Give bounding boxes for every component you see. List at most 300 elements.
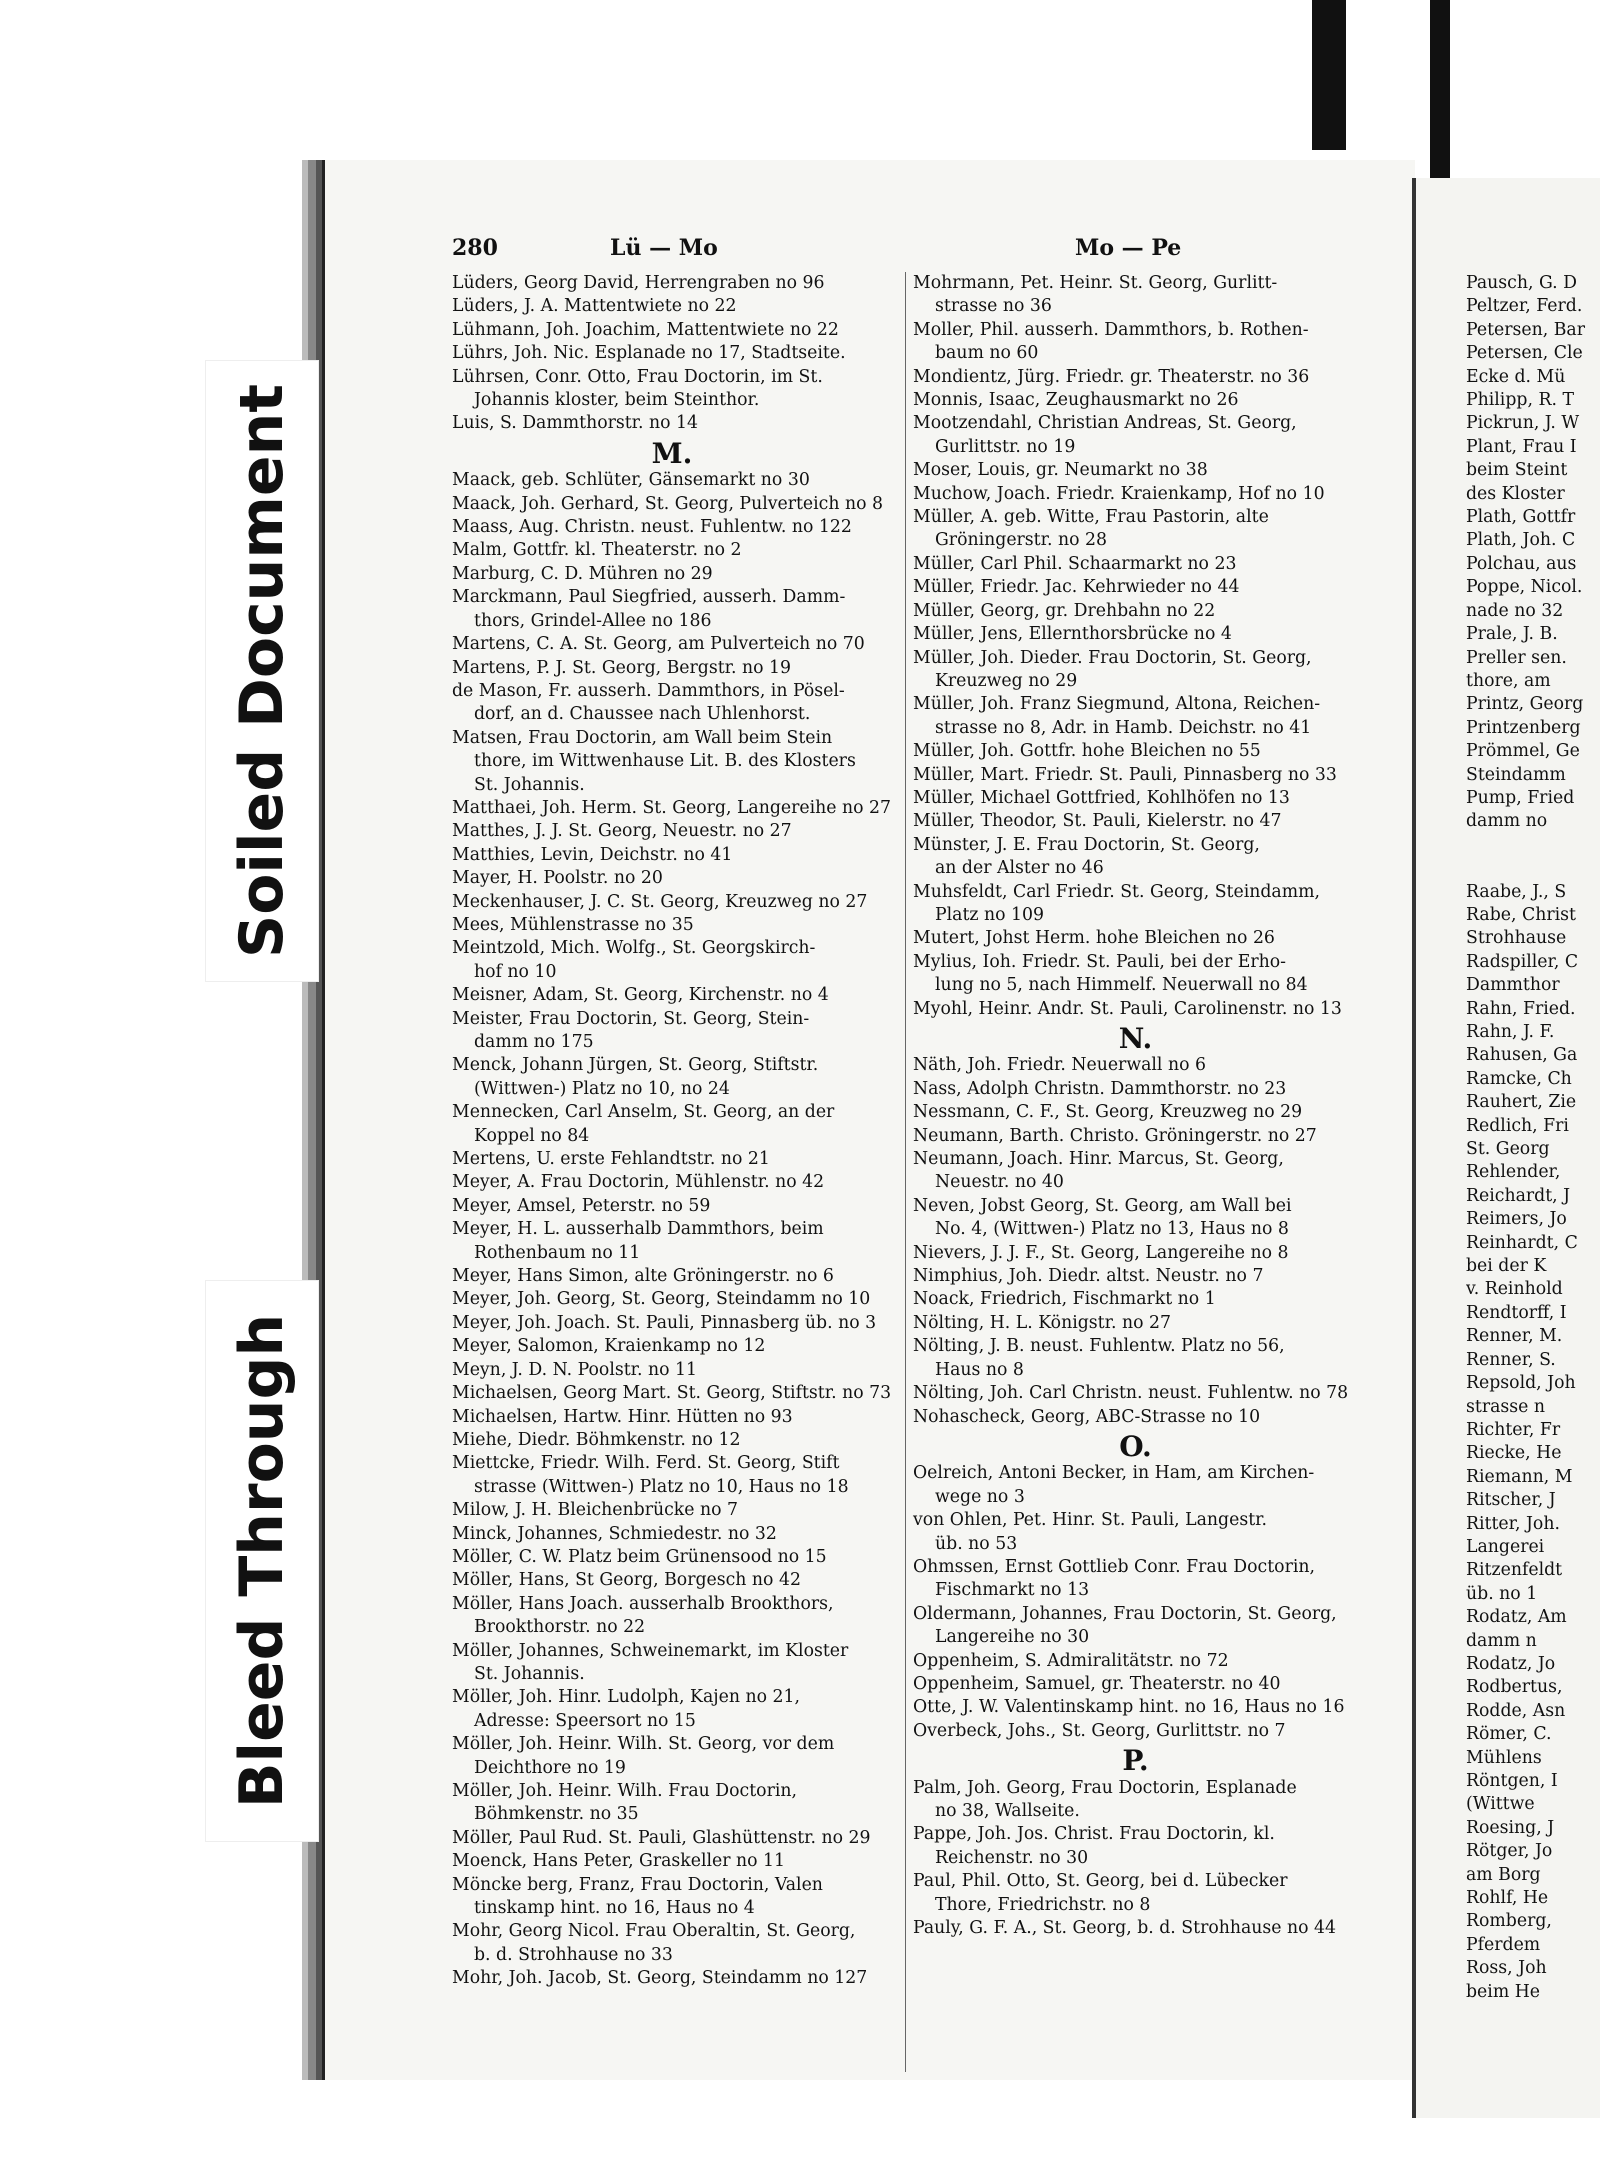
entry-text: Lührsen, Conr. Otto, Frau Doctorin, im St.: [452, 366, 823, 387]
directory-entry: [452, 1335, 892, 1358]
entry-continuation: strasse (Wittwen-) Platz no 10, Haus no 18: [474, 1476, 849, 1497]
directory-entry: [452, 984, 892, 1007]
facing-entry-fragment: Römer, C.: [1466, 1724, 1552, 1745]
directory-entry: [452, 1780, 892, 1827]
facing-entry-fragment: Prömmel, Ge: [1466, 741, 1580, 762]
facing-entry-fragment: Plath, Gottfr: [1466, 507, 1576, 528]
facing-entry-fragment: Röntgen, I: [1466, 1771, 1558, 1791]
entry-text: Meckenhauser, J. C. St. Georg, Kreuzweg no 27: [452, 891, 868, 912]
directory-entry: [913, 1917, 1358, 1940]
facing-entry-fragment: Pickrun, J. W: [1466, 413, 1580, 434]
entry-continuation: Koppel no 84: [474, 1125, 590, 1146]
entry-text: Meyer, Amsel, Peterstr. no 59: [452, 1195, 711, 1216]
directory-entry: [913, 1777, 1358, 1824]
directory-entry: [913, 998, 1358, 1021]
directory-entry: [452, 1429, 892, 1452]
entry-continuation: b. d. Strohhause no 33: [474, 1944, 673, 1965]
facing-entry-fragment: Rodatz, Jo: [1466, 1653, 1556, 1674]
directory-entry: [452, 1640, 892, 1687]
facing-entry-fragment: Ritscher, J: [1466, 1490, 1556, 1511]
entry-text: Nievers, J. J. F., St. Georg, Langereihe no 8: [913, 1242, 1289, 1263]
entry-text: Overbeck, Johs., St. Georg, Gurlittstr. no 7: [913, 1720, 1286, 1741]
entry-text: Müller, Joh. Gottfr. hohe Bleichen no 55: [913, 741, 1261, 762]
entry-text: Minck, Johannes, Schmiedestr. no 32: [452, 1523, 777, 1544]
entry-text: Muchow, Joach. Friedr. Kraienkamp, Hof no 10: [913, 483, 1325, 504]
entry-text: Möller, Joh. Heinr. Wilh. Frau Doctorin,: [452, 1781, 797, 1801]
directory-entry: [913, 1696, 1358, 1719]
directory-entry: [452, 1406, 892, 1429]
entry-text: Nölting, J. B. neust. Fuhlentw. Platz no 56,: [913, 1336, 1285, 1357]
facing-entry-fragment: Philipp, R. T: [1466, 390, 1574, 411]
entry-text: Matthes, J. J. St. Georg, Neuestr. no 27: [452, 821, 792, 842]
entry-continuation: thors, Grindel-Allee no 186: [474, 610, 712, 631]
directory-entry: [913, 764, 1358, 787]
facing-entry-fragment: Printzenberg: [1466, 717, 1581, 738]
facing-entry-fragment: damm n: [1466, 1630, 1537, 1651]
facing-entry-fragment: Raabe, J., S: [1466, 881, 1567, 902]
entry-continuation: Neuestr. no 40: [935, 1172, 1064, 1193]
facing-entry-fragment: Reimers, Jo: [1466, 1209, 1567, 1230]
facing-entry-fragment: v. Reinhold: [1466, 1279, 1563, 1300]
middle-column: [913, 272, 1358, 1940]
directory-entry: [913, 1195, 1358, 1242]
entry-text: Ohmssen, Ernst Gottlieb Conr. Frau Doctorin,: [913, 1556, 1315, 1577]
facing-entry-fragment: Plant, Frau I: [1466, 436, 1577, 457]
facing-entry-fragment: (Wittwe: [1466, 1794, 1535, 1815]
entry-text: Matthies, Levin, Deichstr. no 41: [452, 844, 733, 865]
directory-entry: [452, 914, 892, 937]
directory-entry: [913, 740, 1358, 763]
facing-entry-fragment: Ross, Joh: [1466, 1958, 1547, 1979]
entry-text: de Mason, Fr. ausserh. Dammthors, in Pösel-: [452, 680, 845, 701]
entry-text: Lüders, Georg David, Herrengraben no 96: [452, 273, 825, 293]
entry-text: Miettcke, Friedr. Wilh. Ferd. St. Georg, Stift: [452, 1453, 840, 1474]
directory-entry: [913, 1101, 1358, 1124]
entry-text: Muhsfeldt, Carl Friedr. St. Georg, Steindamm,: [913, 881, 1321, 902]
entry-continuation: strasse no 36: [935, 296, 1052, 317]
directory-entry: [913, 366, 1358, 389]
facing-entry-fragment: Printz, Georg: [1466, 694, 1584, 715]
entry-text: Möller, Joh. Heinr. Wilh. St. Georg, vor dem: [452, 1734, 835, 1755]
entry-text: Meyer, Salomon, Kraienkamp no 12: [452, 1336, 766, 1357]
facing-entry-fragment: üb. no 1: [1466, 1583, 1538, 1604]
entry-continuation: Deichthore no 19: [474, 1757, 626, 1778]
entry-continuation: Böhmkenstr. no 35: [474, 1804, 639, 1825]
entry-continuation: lung no 5, nach Himmelf. Neuerwall no 84: [935, 975, 1308, 996]
binding-shadow-top-1: [1312, 0, 1346, 150]
facing-entry-fragment: Rauhert, Zie: [1466, 1092, 1577, 1113]
entry-text: Müller, Joh. Franz Siegmund, Altona, Reichen-: [913, 694, 1321, 715]
entry-text: Mootzendahl, Christian Andreas, St. Georg,: [913, 413, 1297, 434]
directory-entry: [452, 1359, 892, 1382]
facing-entry-fragment: Radspiller, C: [1466, 951, 1579, 972]
directory-entry: [452, 1101, 892, 1148]
entry-text: Lührs, Joh. Nic. Esplanade no 17, Stadtseite.: [452, 343, 846, 364]
entry-text: Martens, C. A. St. Georg, am Pulverteich no 70: [452, 634, 865, 655]
facing-entry-fragment: Strohhause: [1466, 928, 1567, 949]
entry-text: Pauly, G. F. A., St. Georg, b. d. Strohhause no 44: [913, 1918, 1337, 1939]
left-column: [452, 272, 892, 1991]
entry-text: Möller, Hans, St Georg, Borgesch no 42: [452, 1570, 801, 1591]
section-letter: M.: [651, 436, 693, 470]
entry-text: Mohr, Georg Nicol. Frau Oberaltin, St. Georg,: [452, 1921, 856, 1942]
entry-text: Oppenheim, S. Admiralitätstr. no 72: [913, 1650, 1229, 1671]
entry-continuation: St. Johannis.: [474, 1663, 585, 1684]
facing-entry-fragment: Reinhardt, C: [1466, 1232, 1578, 1253]
directory-entry: [452, 563, 892, 586]
entry-continuation: St. Johannis.: [474, 774, 585, 795]
facing-entry-fragment: Steindamm: [1466, 764, 1566, 785]
facing-entry-fragment: beim He: [1466, 1981, 1540, 2002]
facing-entry-fragment: Ritter, Joh.: [1466, 1513, 1560, 1534]
entry-text: Möller, Paul Rud. St. Pauli, Glashüttenstr. no 29: [452, 1827, 871, 1848]
facing-entry-fragment: [1466, 834, 1600, 857]
entry-text: Meyer, Joh. Joach. St. Pauli, Pinnasberg üb. no 3: [452, 1312, 877, 1333]
entry-text: Möller, C. W. Platz beim Grünensood no 15: [452, 1546, 827, 1567]
entry-continuation: wege no 3: [935, 1486, 1025, 1507]
directory-entry: [452, 1593, 892, 1640]
directory-entry: [452, 844, 892, 867]
entry-continuation: Thore, Friedrichstr. no 8: [935, 1894, 1151, 1915]
entry-text: Müller, A. geb. Witte, Frau Pastorin, alte: [913, 507, 1269, 528]
directory-entry: [452, 657, 892, 680]
facing-entry-fragment: Langerei: [1466, 1536, 1545, 1557]
facing-entry-fragment: damm no: [1466, 811, 1548, 832]
entry-text: Meyer, Hans Simon, alte Gröningerstr. no 6: [452, 1266, 834, 1287]
directory-entry: [913, 1312, 1358, 1335]
entry-continuation: üb. no 53: [935, 1533, 1018, 1554]
facing-entry-fragment: Riemann, M: [1466, 1466, 1573, 1487]
entry-text: Milow, J. H. Bleichenbrücke no 7: [452, 1500, 738, 1521]
directory-entry: [913, 1125, 1358, 1148]
entry-text: Müller, Georg, gr. Drehbahn no 22: [913, 600, 1216, 621]
entry-continuation: hof no 10: [474, 961, 557, 982]
entry-text: Meisner, Adam, St. Georg, Kirchenstr. no 4: [452, 985, 829, 1006]
entry-text: Lühmann, Joh. Joachim, Mattentwiete no 22: [452, 319, 839, 340]
entry-continuation: Reichenstr. no 30: [935, 1847, 1089, 1868]
entry-text: Pappe, Joh. Jos. Christ. Frau Doctorin, kl.: [913, 1824, 1275, 1845]
facing-entry-fragment: Rendtorff, I: [1466, 1302, 1567, 1323]
entry-continuation: thore, im Wittwenhause Lit. B. des Klosters: [474, 751, 856, 772]
directory-entry: [913, 881, 1358, 928]
facing-entry-fragment: bei der K: [1466, 1256, 1547, 1277]
facing-entry-fragment: Renner, S.: [1466, 1349, 1556, 1370]
entry-text: Müller, Theodor, St. Pauli, Kielerstr. no 47: [913, 811, 1282, 832]
directory-entry: [913, 459, 1358, 482]
facing-entry-fragment: Richter, Fr: [1466, 1419, 1561, 1440]
facing-entry-fragment: des Kloster: [1466, 483, 1565, 504]
entry-continuation: Haus no 8: [935, 1359, 1024, 1380]
entry-text: Martens, P. J. St. Georg, Bergstr. no 19: [452, 657, 792, 678]
facing-entry-fragment: Rodatz, Am: [1466, 1607, 1567, 1628]
entry-text: von Ohlen, Pet. Hinr. St. Pauli, Langestr.: [913, 1510, 1268, 1531]
entry-text: Nölting, H. L. Königstr. no 27: [913, 1312, 1171, 1333]
directory-entry: [913, 1556, 1358, 1603]
directory-entry: [452, 633, 892, 656]
directory-entry: [913, 1650, 1358, 1673]
entry-text: Moenck, Hans Peter, Graskeller no 11: [452, 1851, 786, 1872]
facing-entry-fragment: Riecke, He: [1466, 1443, 1562, 1464]
directory-entry: [913, 834, 1358, 881]
directory-entry: [452, 366, 892, 413]
facing-entry-fragment: Rahusen, Ga: [1466, 1045, 1578, 1066]
entry-text: Meyer, Joh. Georg, St. Georg, Steindamm no 10: [452, 1289, 871, 1310]
directory-entry: [452, 1452, 892, 1499]
entry-continuation: no 38, Wallseite.: [935, 1801, 1080, 1821]
directory-entry: [452, 1171, 892, 1194]
directory-entry: [913, 1265, 1358, 1288]
facing-entry-fragment: Rahn, J. F.: [1466, 1022, 1555, 1042]
facing-entry-fragment: Renner, M.: [1466, 1326, 1563, 1347]
directory-entry: [452, 1312, 892, 1335]
directory-entry: [913, 647, 1358, 694]
directory-entry: [452, 539, 892, 562]
directory-entry: [913, 412, 1358, 459]
directory-entry: [452, 1382, 892, 1405]
directory-entry: [452, 342, 892, 365]
facing-entry-fragment: Petersen, Cle: [1466, 343, 1583, 364]
facing-entry-fragment: Polchau, aus: [1466, 553, 1577, 574]
directory-entry: [913, 1509, 1358, 1556]
facing-entry-fragment: Romberg,: [1466, 1911, 1552, 1932]
directory-entry: [452, 727, 892, 797]
entry-text: Müller, Jens, Ellernthorsbrücke no 4: [913, 624, 1232, 645]
entry-continuation: tinskamp hint. no 16, Haus no 4: [474, 1898, 755, 1919]
entry-text: Lüders, J. A. Mattentwiete no 22: [452, 296, 737, 317]
directory-entry: [913, 1720, 1358, 1743]
facing-entry-fragment: Preller sen.: [1466, 647, 1567, 668]
entry-text: Malm, Gottfr. kl. Theaterstr. no 2: [452, 540, 742, 561]
directory-entry: [452, 272, 892, 295]
entry-text: Marckmann, Paul Siegfried, ausserh. Damm-: [452, 587, 846, 608]
facing-entry-fragment: thore, am: [1466, 670, 1551, 691]
entry-text: Mertens, U. erste Fehlandtstr. no 21: [452, 1149, 770, 1170]
directory-entry: [452, 1874, 892, 1921]
directory-entry: [913, 506, 1358, 553]
entry-text: Möller, Hans Joach. ausserhalb Brookthors,: [452, 1593, 834, 1614]
section-letter: P.: [1122, 1744, 1149, 1778]
directory-entry: [913, 623, 1358, 646]
facing-entry-fragment: Rehlender,: [1466, 1162, 1561, 1183]
entry-continuation: Rothenbaum no 11: [474, 1242, 641, 1263]
entry-text: Mondientz, Jürg. Friedr. gr. Theaterstr. no 36: [913, 366, 1310, 387]
left-range-header: Lü — Mo: [610, 235, 718, 261]
page-number: 280: [452, 235, 498, 261]
entry-text: Nimphius, Joh. Diedr. altst. Neustr. no 7: [913, 1266, 1264, 1287]
directory-entry: [913, 1335, 1358, 1382]
section-letter: N.: [1118, 1022, 1153, 1055]
facing-entry-fragment: Mühlens: [1466, 1747, 1542, 1768]
directory-entry: [913, 553, 1358, 576]
entry-continuation: dorf, an d. Chaussee nach Uhlenhorst.: [474, 704, 811, 725]
facing-entry-fragment: Ecke d. Mü: [1466, 366, 1566, 387]
directory-entry: [913, 483, 1358, 506]
entry-text: Moser, Louis, gr. Neumarkt no 38: [913, 460, 1208, 481]
entry-text: Müller, Mart. Friedr. St. Pauli, Pinnasberg no 33: [913, 764, 1337, 785]
entry-text: Michaelsen, Georg Mart. St. Georg, Stiftstr. no 73: [452, 1383, 892, 1404]
directory-entry: [452, 1850, 892, 1873]
directory-entry: [913, 272, 1358, 319]
facing-entry-fragment: Pump, Fried: [1466, 787, 1575, 808]
directory-entry: [913, 1078, 1358, 1101]
directory-entry: [452, 1967, 892, 1990]
facing-entry-fragment: am Borg: [1466, 1864, 1541, 1885]
facing-entry-fragment: Rodde, Asn: [1466, 1700, 1566, 1721]
entry-text: Nessmann, C. F., St. Georg, Kreuzweg no 29: [913, 1102, 1303, 1123]
directory-entry: [452, 1569, 892, 1592]
entry-text: Neumann, Barth. Christo. Gröningerstr. no 27: [913, 1125, 1317, 1146]
facing-entry-fragment: Rabe, Christ: [1466, 904, 1576, 925]
entry-text: Meyer, A. Frau Doctorin, Mühlenstr. no 42: [452, 1172, 825, 1193]
directory-entry: [452, 1827, 892, 1850]
entry-text: Oldermann, Johannes, Frau Doctorin, St. Georg,: [913, 1603, 1337, 1624]
entry-text: Meyn, J. D. N. Poolstr. no 11: [452, 1359, 698, 1380]
directory-entry: [452, 295, 892, 318]
directory-entry: [913, 1242, 1358, 1265]
facing-entry-fragment: [1466, 857, 1600, 880]
entry-text: Maack, Joh. Gerhard, St. Georg, Pulverteich no 8: [452, 493, 883, 514]
entry-text: Michaelsen, Hartw. Hinr. Hütten no 93: [452, 1406, 793, 1427]
directory-entry: [452, 1733, 892, 1780]
facing-entry-fragment: Pausch, G. D: [1466, 273, 1577, 293]
facing-entry-fragment: St. Georg: [1466, 1139, 1550, 1160]
entry-text: Monnis, Isaac, Zeughausmarkt no 26: [913, 390, 1239, 411]
entry-text: Mohrmann, Pet. Heinr. St. Georg, Gurlitt-: [913, 273, 1278, 293]
facing-entry-fragment: beim Steint: [1466, 460, 1568, 481]
entry-continuation: No. 4, (Wittwen-) Platz no 13, Haus no 8: [935, 1219, 1289, 1240]
entry-text: Neumann, Joach. Hinr. Marcus, St. Georg,: [913, 1149, 1284, 1170]
directory-entry: [913, 600, 1358, 623]
entry-text: Otte, J. W. Valentinskamp hint. no 16, Haus no 16: [913, 1697, 1345, 1718]
facing-entry-fragment: Poppe, Nicol.: [1466, 577, 1583, 598]
directory-entry: [452, 1195, 892, 1218]
facing-entry-fragment: nade no 32: [1466, 600, 1564, 621]
entry-text: Möller, Johannes, Schweinemarkt, im Kloster: [452, 1640, 849, 1661]
entry-text: Oppenheim, Samuel, gr. Theaterstr. no 40: [913, 1673, 1281, 1694]
entry-text: Mutert, Johst Herm. hohe Bleichen no 26: [913, 928, 1275, 949]
directory-entry: [452, 516, 892, 539]
entry-text: Möncke berg, Franz, Frau Doctorin, Valen: [452, 1874, 823, 1895]
directory-entry: [913, 1673, 1358, 1696]
facing-page-column: [1466, 272, 1600, 2004]
directory-entry: [452, 412, 892, 435]
entry-text: Müller, Michael Gottfried, Kohlhöfen no 13: [913, 787, 1290, 808]
entry-text: Nass, Adolph Christn. Dammthorstr. no 23: [913, 1078, 1287, 1099]
facing-entry-fragment: Redlich, Fri: [1466, 1115, 1569, 1136]
directory-entry: [452, 319, 892, 342]
directory-entry: [913, 787, 1358, 810]
entry-text: Mennecken, Carl Anselm, St. Georg, an der: [452, 1102, 835, 1123]
directory-entry: [913, 1382, 1358, 1405]
facing-entry-fragment: Repsold, Joh: [1466, 1373, 1576, 1394]
facing-entry-fragment: Reichardt, J: [1466, 1185, 1571, 1206]
entry-continuation: Adresse: Speersort no 15: [474, 1710, 696, 1731]
directory-entry: [913, 319, 1358, 366]
entry-text: Myohl, Heinr. Andr. St. Pauli, Carolinenstr. no 13: [913, 998, 1342, 1019]
facing-entry-fragment: Dammthor: [1466, 975, 1560, 996]
entry-text: Mohr, Joh. Jacob, St. Georg, Steindamm no 127: [452, 1968, 868, 1989]
right-range-header: Mo — Pe: [1075, 235, 1182, 261]
directory-entry: [452, 586, 892, 633]
directory-entry: [913, 1288, 1358, 1311]
directory-entry: [452, 469, 892, 492]
entry-continuation: (Wittwen-) Platz no 10, no 24: [474, 1078, 730, 1099]
facing-entry-fragment: Prale, J. B.: [1466, 624, 1558, 645]
entry-text: Mayer, H. Poolstr. no 20: [452, 868, 663, 889]
entry-text: Matthaei, Joh. Herm. St. Georg, Langereihe no 27: [452, 797, 892, 818]
entry-text: Müller, Joh. Dieder. Frau Doctorin, St. Georg,: [913, 647, 1312, 668]
facing-entry-fragment: Rötger, Jo: [1466, 1841, 1553, 1862]
entry-text: Näth, Joh. Friedr. Neuerwall no 6: [913, 1055, 1206, 1076]
entry-text: Luis, S. Dammthorstr. no 14: [452, 413, 699, 434]
entry-text: Marburg, C. D. Mühren no 29: [452, 563, 713, 584]
entry-continuation: Fischmarkt no 13: [935, 1580, 1090, 1601]
directory-entry: [913, 1148, 1358, 1195]
entry-text: Maack, geb. Schlüter, Gänsemarkt no 30: [452, 470, 810, 491]
facing-entry-fragment: Rodbertus,: [1466, 1677, 1563, 1698]
directory-entry: [913, 1870, 1358, 1917]
entry-text: Mees, Mühlenstrasse no 35: [452, 914, 694, 935]
entry-text: Noack, Friedrich, Fischmarkt no 1: [913, 1289, 1216, 1310]
entry-text: Miehe, Diedr. Böhmkenstr. no 12: [452, 1429, 741, 1450]
entry-text: Möller, Joh. Hinr. Ludolph, Kajen no 21,: [452, 1687, 800, 1708]
directory-entry: [452, 1008, 892, 1055]
entry-continuation: Gurlittstr. no 19: [935, 436, 1076, 457]
directory-entry: [913, 927, 1358, 950]
soiled-document-label: Soiled Document: [205, 360, 319, 982]
entry-text: Mylius, Ioh. Friedr. St. Pauli, bei der Erho-: [913, 951, 1286, 972]
entry-continuation: Johannis kloster, beim Steinthor.: [474, 390, 760, 411]
facing-entry-fragment: Ramcke, Ch: [1466, 1068, 1572, 1089]
entry-continuation: Kreuzweg no 29: [935, 670, 1078, 691]
entry-text: Maass, Aug. Christn. neust. Fuhlentw. no 122: [452, 517, 852, 538]
directory-entry: [452, 1148, 892, 1171]
entry-text: Paul, Phil. Otto, St. Georg, bei d. Lübecker: [913, 1871, 1288, 1892]
directory-entry: [452, 1920, 892, 1967]
entry-text: Menck, Johann Jürgen, St. Georg, Stiftstr.: [452, 1055, 819, 1076]
directory-entry: [913, 389, 1358, 412]
directory-entry: [452, 820, 892, 843]
binding-shadow-top-2: [1430, 0, 1450, 180]
facing-entry-fragment: Pferdem: [1466, 1934, 1541, 1955]
directory-entry: [452, 1686, 892, 1733]
section-letter: O.: [1119, 1429, 1152, 1463]
entry-continuation: baum no 60: [935, 343, 1039, 364]
entry-text: Müller, Carl Phil. Schaarmarkt no 23: [913, 553, 1237, 574]
directory-entry: [452, 1054, 892, 1101]
directory-entry: [913, 1406, 1358, 1429]
directory-entry: [913, 951, 1358, 998]
entry-text: Müller, Friedr. Jac. Kehrwieder no 44: [913, 577, 1240, 598]
directory-entry: [913, 810, 1358, 833]
entry-continuation: strasse no 8, Adr. in Hamb. Deichstr. no 41: [935, 717, 1312, 738]
facing-entry-fragment: Petersen, Bar: [1466, 319, 1585, 340]
entry-continuation: an der Alster no 46: [935, 858, 1104, 879]
directory-entry: [913, 1603, 1358, 1650]
entry-text: Neven, Jobst Georg, St. Georg, am Wall bei: [913, 1195, 1292, 1216]
directory-entry: [452, 1218, 892, 1265]
directory-entry: [452, 493, 892, 516]
directory-entry: [913, 576, 1358, 599]
bleed-through-label: Bleed Through: [205, 1280, 319, 1842]
entry-text: Palm, Joh. Georg, Frau Doctorin, Esplanade: [913, 1777, 1297, 1798]
facing-entry-fragment: Peltzer, Ferd.: [1466, 296, 1583, 317]
entry-text: Matsen, Frau Doctorin, am Wall beim Stein: [452, 727, 833, 748]
facing-entry-fragment: Roesing, J: [1466, 1817, 1555, 1838]
directory-entry: [913, 1462, 1358, 1509]
entry-text: Oelreich, Antoni Becker, in Ham, am Kirchen-: [913, 1463, 1315, 1484]
entry-text: Nölting, Joh. Carl Christn. neust. Fuhlentw. no 78: [913, 1383, 1349, 1404]
